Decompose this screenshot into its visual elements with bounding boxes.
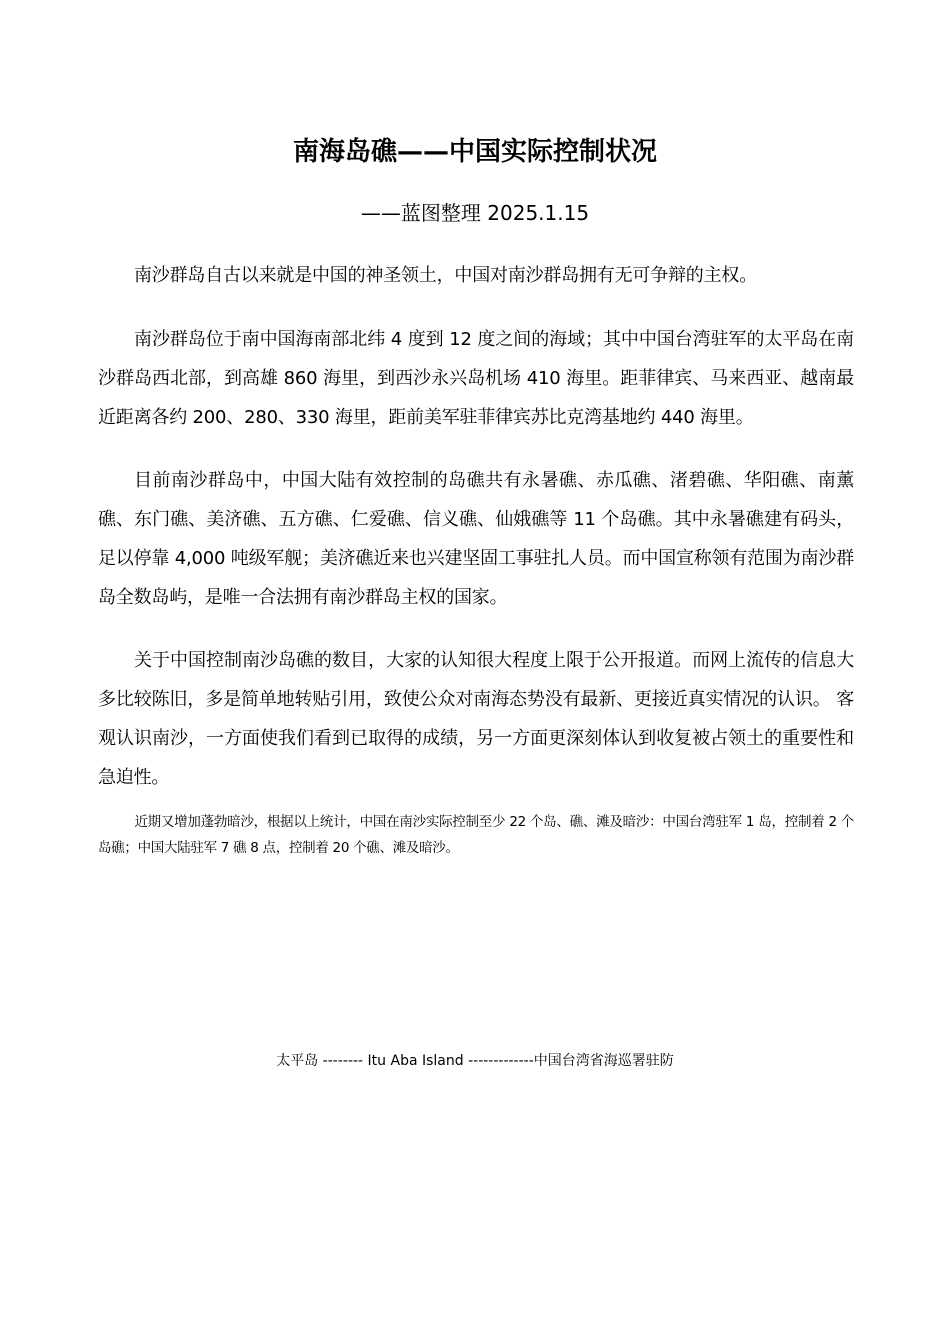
document-body — [98, 256, 854, 861]
paragraph-location: 南沙群岛位于南中国海南部北纬 4 度到 12 度之间的海域；其中中国台湾驻军的太平岛在南沙群岛西北部，到高雄 860 海里，到西沙永兴岛机场 410 海里。距菲律宾、马来西亚、越南最近距离各约 200、280、330 海里，距前美军驻菲律宾苏比克湾基地约 440 海里。 — [98, 329, 854, 428]
paragraph-sovereignty: 南沙群岛自古以来就是中国的神圣领土，中国对南沙群岛拥有无可争辩的主权。 — [134, 265, 757, 286]
page-title: 南海岛礁——中国实际控制状况 — [292, 137, 657, 167]
page-subtitle: ——蓝图整理 2025.1.15 — [360, 201, 590, 225]
paragraph-public-awareness: 关于中国控制南沙岛礁的数目，大家的认知很大程度上限于公开报道。而网上流传的信息大多比较陈旧，多是简单地转贴引用，致使公众对南海态势没有最新、更接近真实情况的认识。 客观认识南沙，一方面使我们看到已取得的成绩，另一方面更深刻体认到收复被占领土的重要性和急迫性。 — [98, 650, 854, 788]
image-caption: 太平岛 -------- Itu Aba Island -------------中国台湾省海巡署驻防 — [276, 1053, 674, 1069]
paragraph-controlled-reefs: 目前南沙群岛中，中国大陆有效控制的岛礁共有永暑礁、赤瓜礁、渚碧礁、华阳礁、南薰礁、东门礁、美济礁、五方礁、仁爱礁、信义礁、仙娥礁等 11 个岛礁。其中永暑礁建有码头，足以停靠 4,000 吨级军舰；美济礁近来也兴建坚固工事驻扎人员。而中国宣称领有范围为南沙群岛全数岛屿，是唯一合法拥有南沙群岛主权的国家。 — [98, 470, 854, 608]
paragraph-note: 近期又增加蓬勃暗沙，根据以上统计，中国在南沙实际控制至少 22 个岛、礁、滩及暗沙：中国台湾驻军 1 岛，控制着 2 个岛礁；中国大陆驻军 7 礁 8 点，控制着 20 个礁、滩及暗沙。 — [98, 814, 854, 856]
